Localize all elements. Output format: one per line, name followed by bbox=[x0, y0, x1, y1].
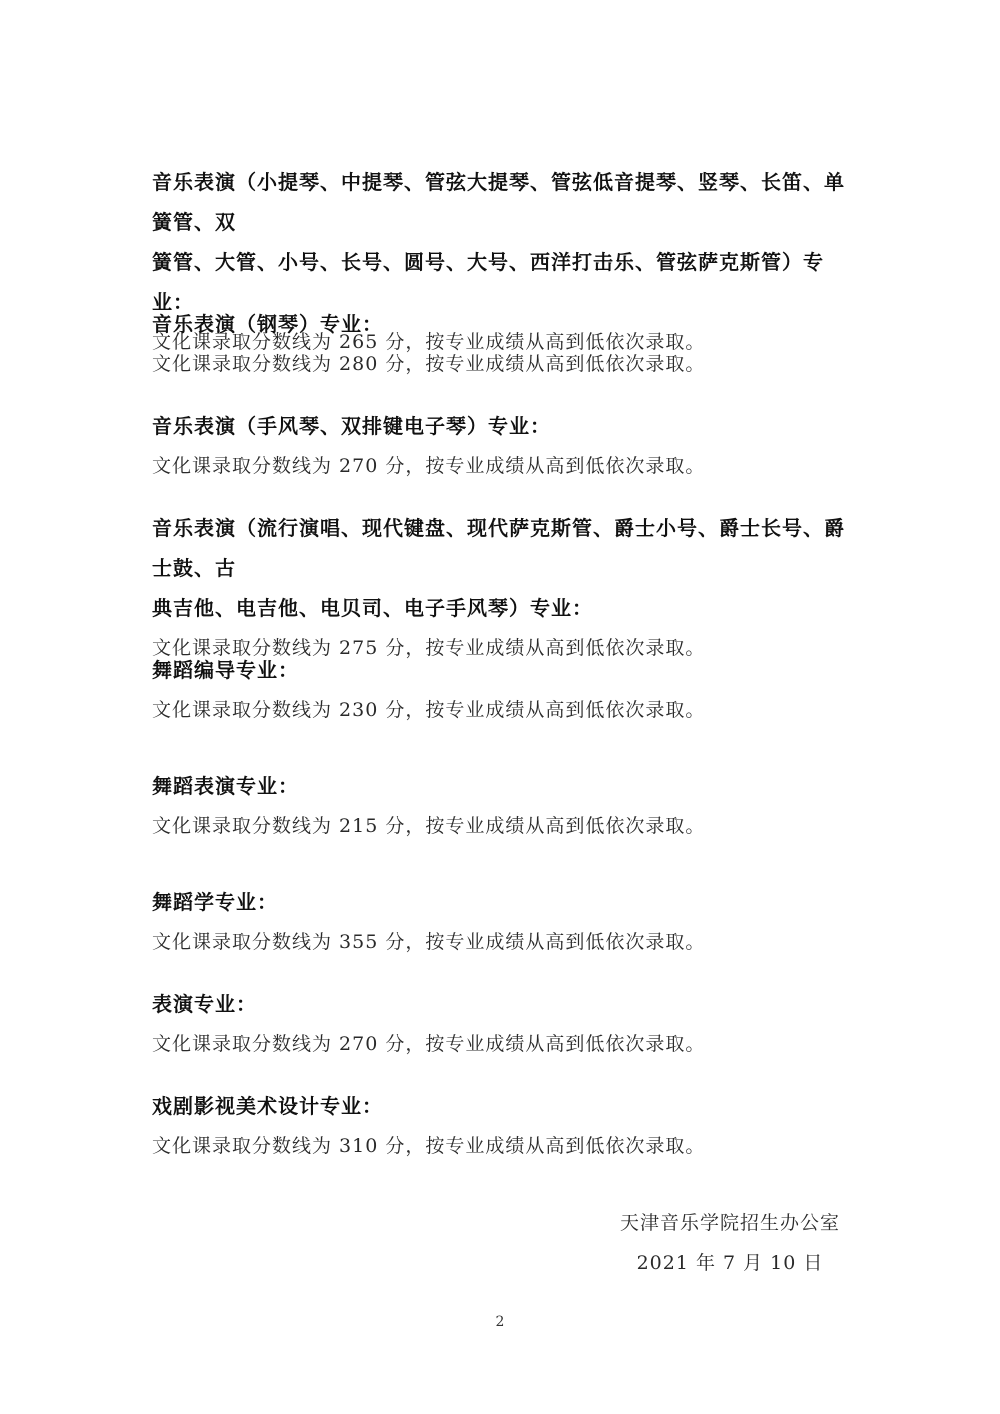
section-score-text: 文化课录取分数线为 355 分，按专业成绩从高到低依次录取。 bbox=[152, 931, 706, 953]
page-number: 2 bbox=[495, 1314, 505, 1330]
section-accordion bbox=[152, 406, 852, 486]
section-heading-line: 舞蹈表演专业： bbox=[152, 774, 299, 798]
section-score-text: 文化课录取分数线为 270 分，按专业成绩从高到低依次录取。 bbox=[152, 455, 706, 477]
section-popular-music bbox=[152, 508, 852, 668]
section-heading-line: 戏剧影视美术设计专业： bbox=[152, 1094, 383, 1118]
section-heading-line: 音乐表演（手风琴、双排键电子琴）专业： bbox=[152, 414, 551, 438]
section-score-text: 文化课录取分数线为 280 分，按专业成绩从高到低依次录取。 bbox=[152, 353, 706, 375]
section-heading-line: 音乐表演（流行演唱、现代键盘、现代萨克斯管、爵士小号、爵士长号、爵士鼓、古 bbox=[152, 516, 845, 580]
section-score-text: 文化课录取分数线为 270 分，按专业成绩从高到低依次录取。 bbox=[152, 1033, 706, 1055]
signature-date: 2021 年 7 月 10 日 bbox=[636, 1252, 824, 1274]
section-choreography bbox=[152, 650, 852, 730]
section-heading-line: 表演专业： bbox=[152, 992, 257, 1016]
section-heading-line: 典吉他、电吉他、电贝司、电子手风琴）专业： bbox=[152, 596, 593, 620]
section-acting bbox=[152, 984, 852, 1064]
section-heading-line: 舞蹈编导专业： bbox=[152, 658, 299, 682]
section-score-text: 文化课录取分数线为 265 分，按专业成绩从高到低依次录取。 bbox=[152, 331, 706, 353]
signature-office: 天津音乐学院招生办公室 bbox=[619, 1212, 840, 1234]
section-dance-performance bbox=[152, 766, 852, 846]
signature-block bbox=[620, 1203, 840, 1283]
section-heading-line: 舞蹈学专业： bbox=[152, 890, 278, 914]
section-stage-design bbox=[152, 1086, 852, 1166]
section-score-text: 文化课录取分数线为 275 分，按专业成绩从高到低依次录取。 bbox=[152, 637, 706, 659]
section-heading-line: 音乐表演（钢琴）专业： bbox=[152, 312, 383, 336]
section-score-text: 文化课录取分数线为 310 分，按专业成绩从高到低依次录取。 bbox=[152, 1135, 706, 1157]
section-heading-line: 簧管、大管、小号、长号、圆号、大号、西洋打击乐、管弦萨克斯管）专业： bbox=[152, 250, 824, 314]
section-score-text: 文化课录取分数线为 230 分，按专业成绩从高到低依次录取。 bbox=[152, 699, 706, 721]
section-piano bbox=[152, 304, 852, 384]
section-heading-line: 音乐表演（小提琴、中提琴、管弦大提琴、管弦低音提琴、竖琴、长笛、单簧管、双 bbox=[152, 170, 845, 234]
section-score-text: 文化课录取分数线为 215 分，按专业成绩从高到低依次录取。 bbox=[152, 815, 706, 837]
section-dance-studies bbox=[152, 882, 852, 962]
